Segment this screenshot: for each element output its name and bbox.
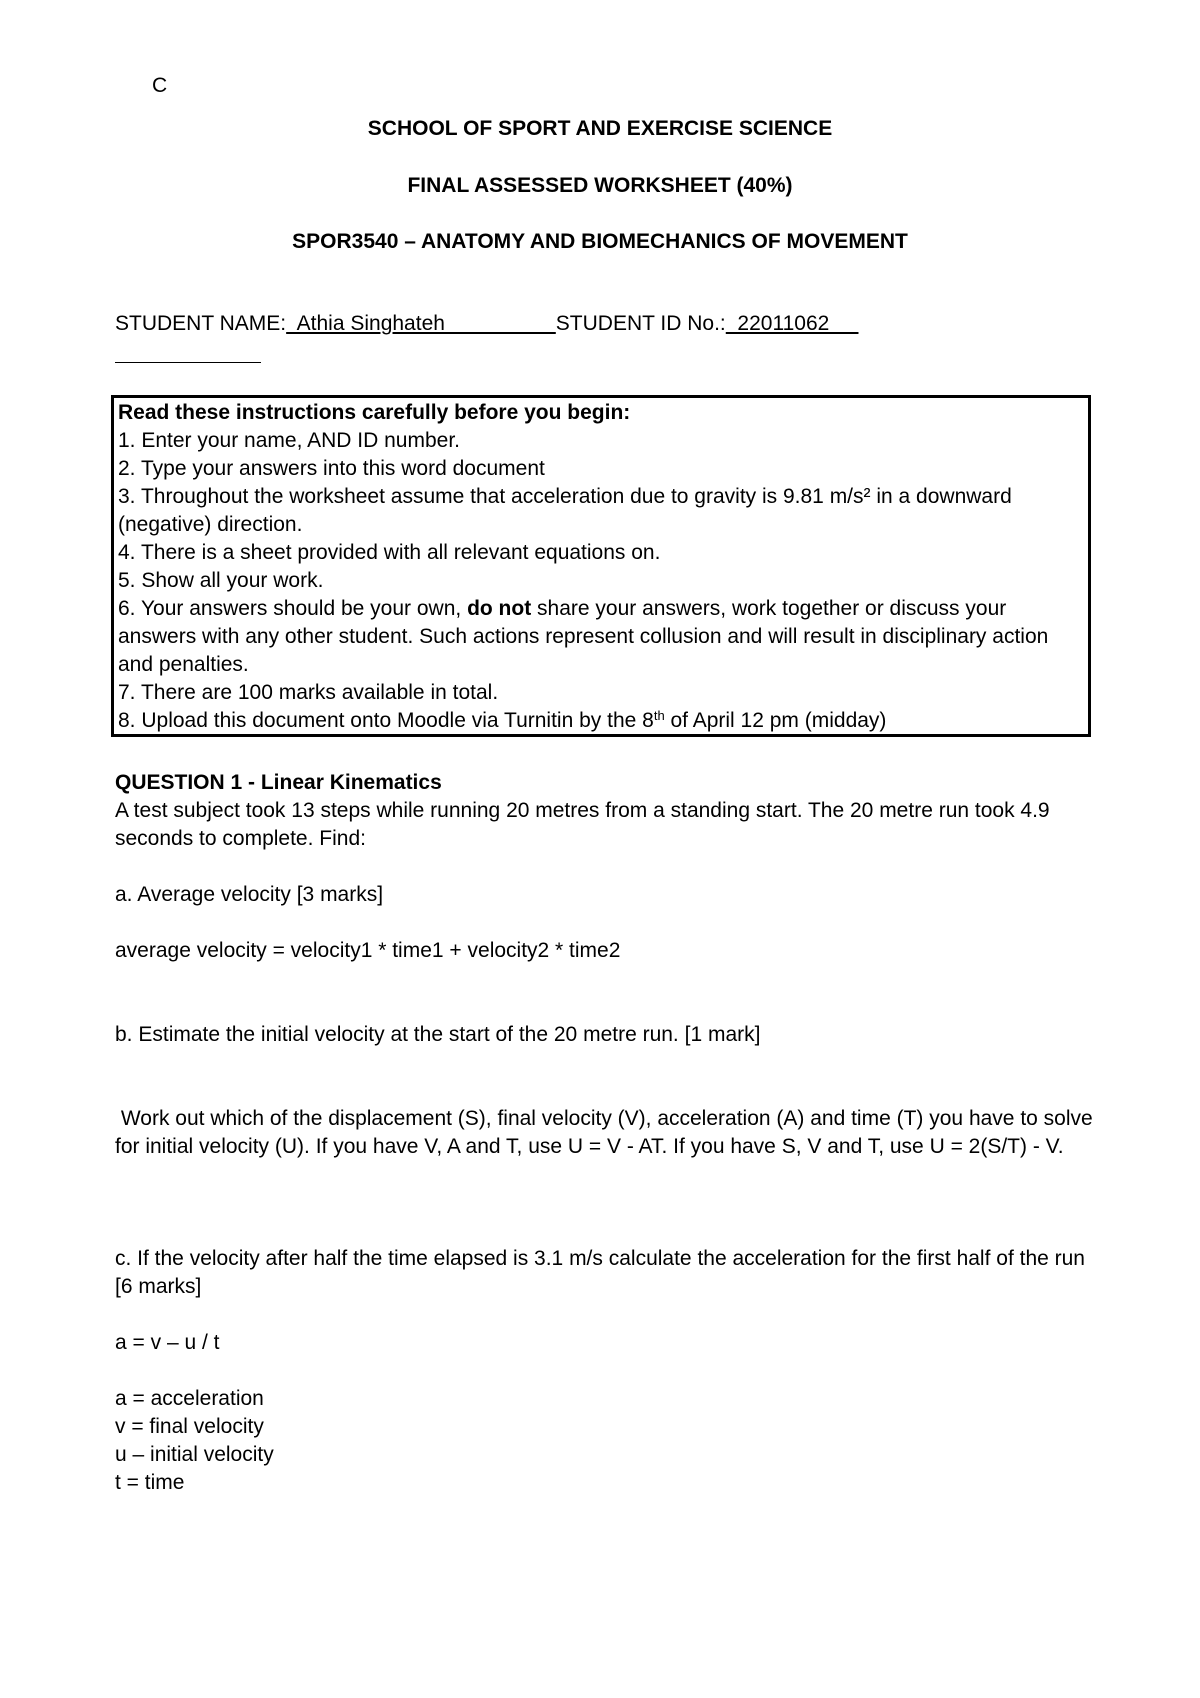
definition-line[interactable]: t = time xyxy=(115,1471,185,1494)
student-id-field[interactable]: 22011062 xyxy=(725,312,859,335)
part-b-answer[interactable]: Work out which of the displacement (S), final velocity (V), acceleration (A) and time (T) you have to solve for initial velocity (U). If you have V, A and T, use U = V - AT. If you have S, V and T, use U = 2(S/T) - V. xyxy=(115,1107,1099,1158)
module-title: SPOR3540 – ANATOMY AND BIOMECHANICS OF MOVEMENT xyxy=(292,230,908,253)
worksheet-title: FINAL ASSESSED WORKSHEET (40%) xyxy=(407,174,793,197)
part-b-prompt: b. Estimate the initial velocity at the start of the 20 metre run. [1 mark] xyxy=(115,1023,761,1046)
instruction-8-text-rest: of April 12 pm (midday) xyxy=(664,709,887,732)
question-1-heading: QUESTION 1 - Linear Kinematics xyxy=(115,771,442,794)
student-name-label: STUDENT NAME: xyxy=(115,312,287,335)
definition-line[interactable]: u – initial velocity xyxy=(115,1443,274,1466)
part-a-prompt: a. Average velocity [3 marks] xyxy=(115,883,384,906)
part-c-prompt: c. If the velocity after half the time elapsed is 3.1 m/s calculate the acceleration for the first half of the run [6 marks] xyxy=(115,1247,1085,1298)
question-1-intro: A test subject took 13 steps while running 20 metres from a standing start. The 20 metre run took 4.9 seconds to complete. Find: xyxy=(115,799,1050,850)
student-details xyxy=(115,310,858,338)
instruction-item: 3. Throughout the worksheet assume that acceleration due to gravity is 9.81 m/s² in a downward (negative) direction. xyxy=(118,485,1012,536)
instructions-box xyxy=(111,395,1091,737)
definition-line[interactable]: v = final velocity xyxy=(115,1415,264,1438)
part-c-formula[interactable]: a = v – u / t xyxy=(115,1331,220,1354)
instruction-6-text-rest: share your answers, work together or discuss your answers with any other student. Such actions represent collusion and will result in disciplinary action and penalties. xyxy=(118,597,1049,676)
student-name-field[interactable]: Athia Singhateh xyxy=(286,312,556,335)
instruction-6-emphasis: do not xyxy=(467,597,532,620)
instruction-item: 7. There are 100 marks available in total. xyxy=(118,681,499,704)
instruction-6-text: 6. Your answers should be your own, xyxy=(118,597,468,620)
underline-continuation xyxy=(115,342,261,363)
instruction-8-superscript: th xyxy=(653,708,665,723)
instruction-8-text: 8. Upload this document onto Moodle via Turnitin by the 8 xyxy=(118,709,654,732)
corner-mark: C xyxy=(152,74,168,97)
question-1-section xyxy=(115,769,1099,1497)
instructions-heading: Read these instructions carefully before you begin: xyxy=(118,401,631,424)
school-title: SCHOOL OF SPORT AND EXERCISE SCIENCE xyxy=(367,117,833,140)
instruction-item-6 xyxy=(118,595,1084,679)
student-id-label: STUDENT ID No.: xyxy=(555,312,726,335)
instruction-item-8 xyxy=(118,707,1084,735)
definition-line[interactable]: a = acceleration xyxy=(115,1387,264,1410)
instruction-item: 4. There is a sheet provided with all relevant equations on. xyxy=(118,541,661,564)
part-a-answer[interactable]: average velocity = velocity1 * time1 + velocity2 * time2 xyxy=(115,939,621,962)
instruction-item: 5. Show all your work. xyxy=(118,569,324,592)
instruction-item: 2. Type your answers into this word document xyxy=(118,457,545,480)
instruction-item: 1. Enter your name, AND ID number. xyxy=(118,429,460,452)
